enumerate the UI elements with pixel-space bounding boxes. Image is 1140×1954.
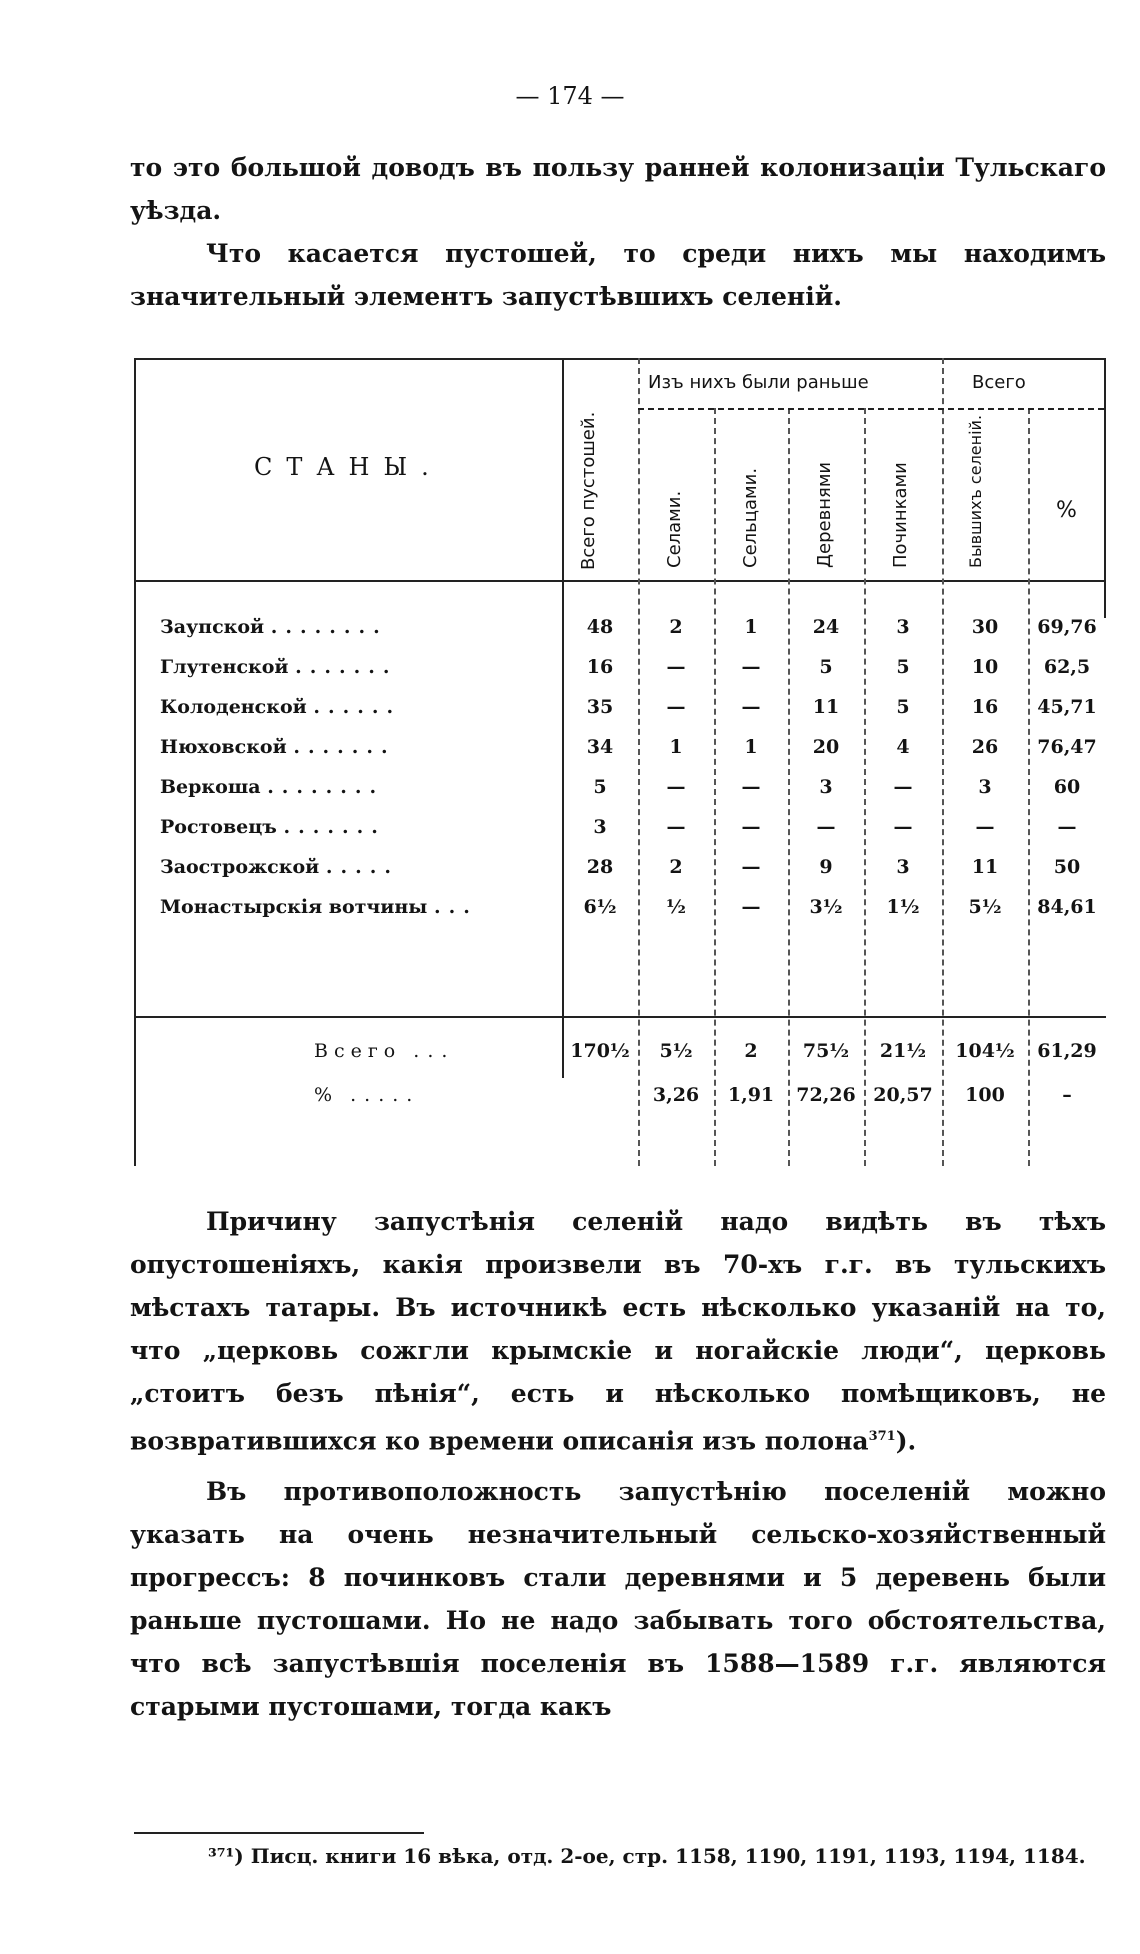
cell-pochinki: 3 <box>896 856 910 878</box>
row-name-text: Колоденской <box>160 696 307 718</box>
row-name <box>160 856 399 878</box>
row-leader-dots: ... <box>433 896 478 918</box>
row-name-text: % <box>314 1084 339 1106</box>
col-total-wastes: Всего пустошей. <box>578 411 599 570</box>
paragraph-3-text: Причину запустѣнія селеній надо видѣть въ тѣхъ опустошеніяхъ, какія произвели въ 70-хъ г.г. въ тульскихъ мѣстахъ татары. Въ источникѣ есть нѣсколько указаній на то, что „церковь сожгли крымскіе и ногайскіе люди“, церковь „стоитъ безъ пѣнія“, есть и нѣсколько помѣщиковъ, не возвратившихся ко времени описанія изъ полона <box>130 1207 1106 1456</box>
row-name <box>160 696 401 718</box>
row-name-text: Всего <box>314 1040 402 1062</box>
cell-pct: 61,29 <box>1037 1040 1097 1062</box>
cell-derevni: 72,26 <box>796 1084 856 1106</box>
cell-pochinki: 1½ <box>886 896 920 918</box>
row-name <box>160 736 396 758</box>
table-row <box>134 886 1106 926</box>
cell-sela: — <box>666 816 686 838</box>
cell-seltsa: 1,91 <box>727 1084 775 1106</box>
cell-pochinki: 5 <box>896 696 910 718</box>
cell-byvshie: 16 <box>971 696 999 718</box>
row-name-text: Глутенской <box>160 656 289 678</box>
row-leader-dots: ..... <box>350 1084 421 1106</box>
table-row <box>134 606 1106 646</box>
wastelands-table <box>134 358 1106 1166</box>
group-before-header: Изъ нихъ были раньше <box>648 372 869 393</box>
cell-seltsa: 1 <box>744 616 758 638</box>
cell-pct: 76,47 <box>1037 736 1097 758</box>
cell-seltsa: 1 <box>744 736 758 758</box>
row-name-text: Нюховской <box>160 736 287 758</box>
row-name <box>160 776 384 798</box>
cell-byvshie: 30 <box>971 616 999 638</box>
cell-seltsa: 2 <box>744 1040 758 1062</box>
cell-derevni: — <box>816 816 836 838</box>
cell-byvshie: 11 <box>971 856 999 878</box>
footnote-rule <box>134 1832 424 1834</box>
row-leader-dots: ....... <box>293 736 396 758</box>
cell-sela: 2 <box>669 616 683 638</box>
paragraph-3 <box>130 1200 1106 1462</box>
cell-pochinki: 3 <box>896 616 910 638</box>
cell-pochinki: 4 <box>896 736 910 758</box>
footnote: ³⁷¹) Писц. книги 16 вѣка, отд. 2-ое, стр. 1158, 1190, 1191, 1193, 1194, 1184. <box>208 1844 1086 1868</box>
cell-byvshie: 100 <box>965 1084 1005 1106</box>
paragraph-4: Въ противоположность запустѣнію поселеній можно указать на очень незначительный сельско-хозяйственный прогрессъ: 8 починковъ стали деревнями и 5 деревень были раньше пустошами. Но не надо забывать того обстоятельства, что всѣ запустѣвшія поселенія въ 1588—1589 г.г. являются старыми пустошами, тогда какъ <box>130 1477 1106 1721</box>
table-row <box>134 766 1106 806</box>
row-leader-dots: ..... <box>325 856 399 878</box>
cell-sela: 1 <box>669 736 683 758</box>
cell-pochinki: — <box>893 816 913 838</box>
row-leader-dots: ....... <box>283 816 386 838</box>
cell-total: 35 <box>586 696 614 718</box>
cell-byvshie: 26 <box>971 736 999 758</box>
row-name-text: Ростовецъ <box>160 816 277 838</box>
row-name <box>160 896 478 918</box>
row-leader-dots: ........ <box>270 616 388 638</box>
cell-total: 170½ <box>570 1040 630 1062</box>
table-row <box>134 726 1106 766</box>
cell-pochinki: 5 <box>896 656 910 678</box>
table-row <box>134 806 1106 846</box>
row-name <box>314 1084 420 1106</box>
row-name <box>160 816 386 838</box>
col-derevni: Деревнями <box>814 461 835 568</box>
cell-seltsa: — <box>741 896 761 918</box>
cell-pct: 50 <box>1053 856 1081 878</box>
cell-pochinki: 20,57 <box>873 1084 933 1106</box>
cell-pct: 84,61 <box>1037 896 1097 918</box>
row-name <box>314 1040 455 1062</box>
row-leader-dots: ....... <box>295 656 398 678</box>
cell-total: 3 <box>593 816 607 838</box>
cell-total: 16 <box>586 656 614 678</box>
row-name-text: Веркоша <box>160 776 261 798</box>
cell-derevni: 24 <box>812 616 840 638</box>
cell-sela: — <box>666 656 686 678</box>
cell-pct: 62,5 <box>1043 656 1091 678</box>
paragraph-1: то это большой доводъ въ пользу ранней колонизаціи Тульскаго уѣзда. <box>130 153 1106 225</box>
table-row <box>134 686 1106 726</box>
cell-seltsa: — <box>741 696 761 718</box>
col-pct: % <box>1056 498 1077 523</box>
row-leader-dots: ........ <box>267 776 385 798</box>
cell-byvshie: 3 <box>978 776 992 798</box>
cell-total: 34 <box>586 736 614 758</box>
footnote-ref: 371 <box>868 1429 896 1444</box>
cell-derevni: 20 <box>812 736 840 758</box>
row-name-text: Заупской <box>160 616 265 638</box>
cell-total: 28 <box>586 856 614 878</box>
table-row <box>134 646 1106 686</box>
col-byvshie: Бывшихъ селеній. <box>966 414 985 568</box>
row-leader-dots: ... <box>413 1040 456 1062</box>
group-total-header: Всего <box>972 372 1026 393</box>
cell-pochinki: — <box>893 776 913 798</box>
cell-byvshie: 104½ <box>955 1040 1015 1062</box>
cell-derevni: 3 <box>819 776 833 798</box>
page-number: — 174 — <box>515 82 625 110</box>
cell-pct: — <box>1057 816 1077 838</box>
cell-byvshie: 5½ <box>968 896 1002 918</box>
row-header: СТАНЫ. <box>254 453 443 481</box>
cell-total: 5 <box>593 776 607 798</box>
cell-pct: – <box>1062 1084 1072 1106</box>
cell-byvshie: — <box>975 816 995 838</box>
cell-pochinki: 21½ <box>879 1040 927 1062</box>
cell-byvshie: 10 <box>971 656 999 678</box>
cell-seltsa: — <box>741 856 761 878</box>
cell-seltsa: — <box>741 816 761 838</box>
row-name <box>160 616 388 638</box>
cell-sela: — <box>666 776 686 798</box>
row-name <box>160 656 397 678</box>
cell-derevni: 75½ <box>802 1040 850 1062</box>
cell-sela: ½ <box>666 896 686 918</box>
cell-sela: 2 <box>669 856 683 878</box>
cell-pct: 69,76 <box>1037 616 1097 638</box>
row-name-text: Монастырскія вотчины <box>160 896 428 918</box>
cell-pct: 60 <box>1053 776 1081 798</box>
cell-sela: 5½ <box>659 1040 693 1062</box>
cell-seltsa: — <box>741 656 761 678</box>
cell-derevni: 9 <box>819 856 833 878</box>
cell-sela: 3,26 <box>652 1084 700 1106</box>
cell-derevni: 5 <box>819 656 833 678</box>
table-row <box>134 1030 1106 1070</box>
paragraph-2: Что касается пустошей, то среди нихъ мы находимъ значительный элементъ запустѣвшихъ селеній. <box>130 239 1106 311</box>
col-pochinki: Починками <box>890 462 911 568</box>
table-row <box>134 1074 1106 1114</box>
cell-total: 6½ <box>583 896 617 918</box>
row-leader-dots: ...... <box>313 696 402 718</box>
cell-pct: 45,71 <box>1037 696 1097 718</box>
col-seltsa: Сельцами. <box>740 467 761 568</box>
paragraph-3-end: ). <box>895 1426 917 1456</box>
cell-seltsa: — <box>741 776 761 798</box>
cell-total: 48 <box>586 616 614 638</box>
table-row <box>134 846 1106 886</box>
cell-derevni: 11 <box>812 696 840 718</box>
cell-sela: — <box>666 696 686 718</box>
row-name-text: Заострожской <box>160 856 320 878</box>
cell-derevni: 3½ <box>809 896 843 918</box>
col-sela: Селами. <box>664 490 685 568</box>
